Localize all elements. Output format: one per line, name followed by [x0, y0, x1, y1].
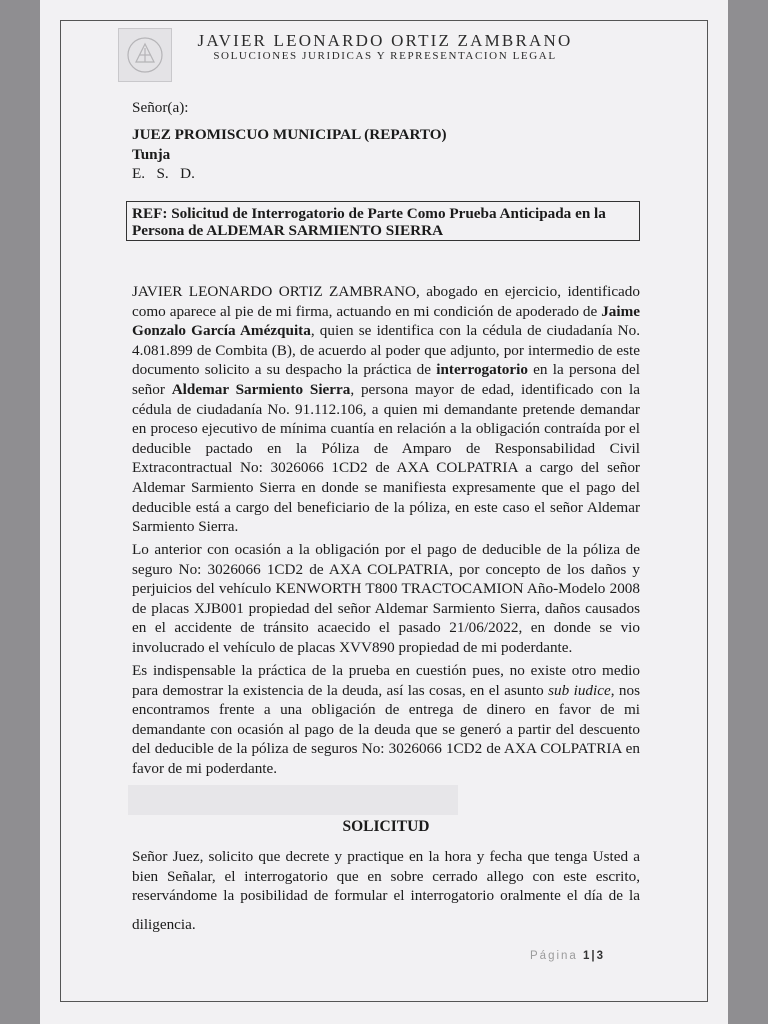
- logo-seal-icon: [118, 28, 172, 82]
- page-number: [530, 950, 605, 962]
- p1-text-a: JAVIER LEONARDO ORTIZ ZAMBRANO, abogado en ejercicio, identificado como aparece al pie de mi firma, actuando en mi condición de apoderado de: [132, 283, 640, 320]
- p3-text-c: , nos encontramos frente a una obligación de entrega de dinero en favor de mi demandante con ocasión al pago de la deuda que se generó a partir del descuento del deducible de la póliza de seguros No: 3026066 1CD2 de AXA COLPATRIA en favor de mi poderdante.: [132, 681, 641, 777]
- reference-line-2: Persona de ALDEMAR SARMIENTO SIERRA: [132, 222, 444, 239]
- page-label: Página: [530, 950, 578, 962]
- letterhead-name: JAVIER LEONARDO ORTIZ ZAMBRANO: [197, 31, 573, 50]
- p3-sub-iudice: sub iudice: [548, 681, 611, 699]
- page-separator: |: [591, 950, 597, 962]
- p1-text-e: en la persona del señor: [132, 361, 640, 398]
- reference-box: [126, 201, 640, 241]
- salutation: Señor(a):: [132, 99, 189, 116]
- paragraph-request-last-line: diligencia.: [132, 916, 196, 933]
- p1-client-name: Jaime Gonzalo García Amézquita: [132, 302, 640, 340]
- addressee-court: JUEZ PROMISCUO MUNICIPAL (REPARTO): [132, 126, 447, 143]
- reference-line-1: REF: Solicitud de Interrogatorio de Parte Como Prueba Anticipada en la: [132, 205, 606, 222]
- page-current: 1: [583, 950, 592, 962]
- addressee-esd: E. S. D.: [132, 165, 195, 182]
- p1-interrogatorio: interrogatorio: [436, 361, 528, 379]
- letterhead-subtitle: SOLUCIONES JURIDICAS Y REPRESENTACION LEGAL: [213, 50, 557, 62]
- paragraph-request: Señor Juez, solicito que decrete y practique en la hora y fecha que tenga Usted a bien Señalar, el interrogatorio que en sobre cerrado allego con este escrito, reservándome la posibilidad de formular el interrogatorio oralmente el día de la: [132, 848, 640, 905]
- p1-text-g: , persona mayor de edad, identificado con la cédula de ciudadanía No. 91.112.106, a quien mi demandante pretende demandar en proceso ejecutivo de mínima cuantía en relación a la obligación contraída por el deducible pactado en la Póliza de Amparo de Responsabilidad Civil Extracontractual No: 3026066 1CD2 de AXA COLPATRIA a cargo del señor Aldemar Sarmiento Sierra en donde se manifiesta expresamente que el pago del deducible está a cargo del beneficiario de la póliza, en este caso el señor Aldemar Sarmiento Sierra.: [132, 380, 640, 536]
- addressee-city: Tunja: [132, 146, 171, 163]
- paragraph-introduction: [132, 282, 640, 537]
- p1-defendant-name: Aldemar Sarmiento Sierra: [171, 380, 351, 398]
- section-title-solicitud: SOLICITUD: [342, 818, 430, 835]
- p1-text-c: , quien se identifica con la cédula de ciudadanía No. 4.081.899 de Combita (B), de acuerdo al poder que adjunto, por intermedio de este documento solicito a su despacho la práctica de: [132, 322, 640, 379]
- show-through-block: [128, 785, 458, 815]
- paragraph-justification: [132, 661, 640, 779]
- page-total: 3: [596, 950, 606, 962]
- letterhead: [180, 32, 590, 63]
- paragraph-background: Lo anterior con ocasión a la obligación por el pago de deducible de la póliza de seguro No: 3026066 1CD2 de AXA COLPATRIA, por concepto de los daños y perjuicios del vehículo KENWORTH T800 TRACTOCAMION Año-Modelo 2008 de placas XJB001 propiedad del señor Aldemar Sarmiento Sierra, daños causados en el accidente de tránsito acaecido el pasado 21/06/2022, en donde se vio involucrado el vehículo de placas XVV890 propiedad de mi poderdante.: [132, 541, 640, 656]
- p3-text-a: Es indispensable la práctica de la prueba en cuestión pues, no existe otro medio para demostrar la existencia de la deuda, así las cosas, en el asunto: [132, 662, 640, 699]
